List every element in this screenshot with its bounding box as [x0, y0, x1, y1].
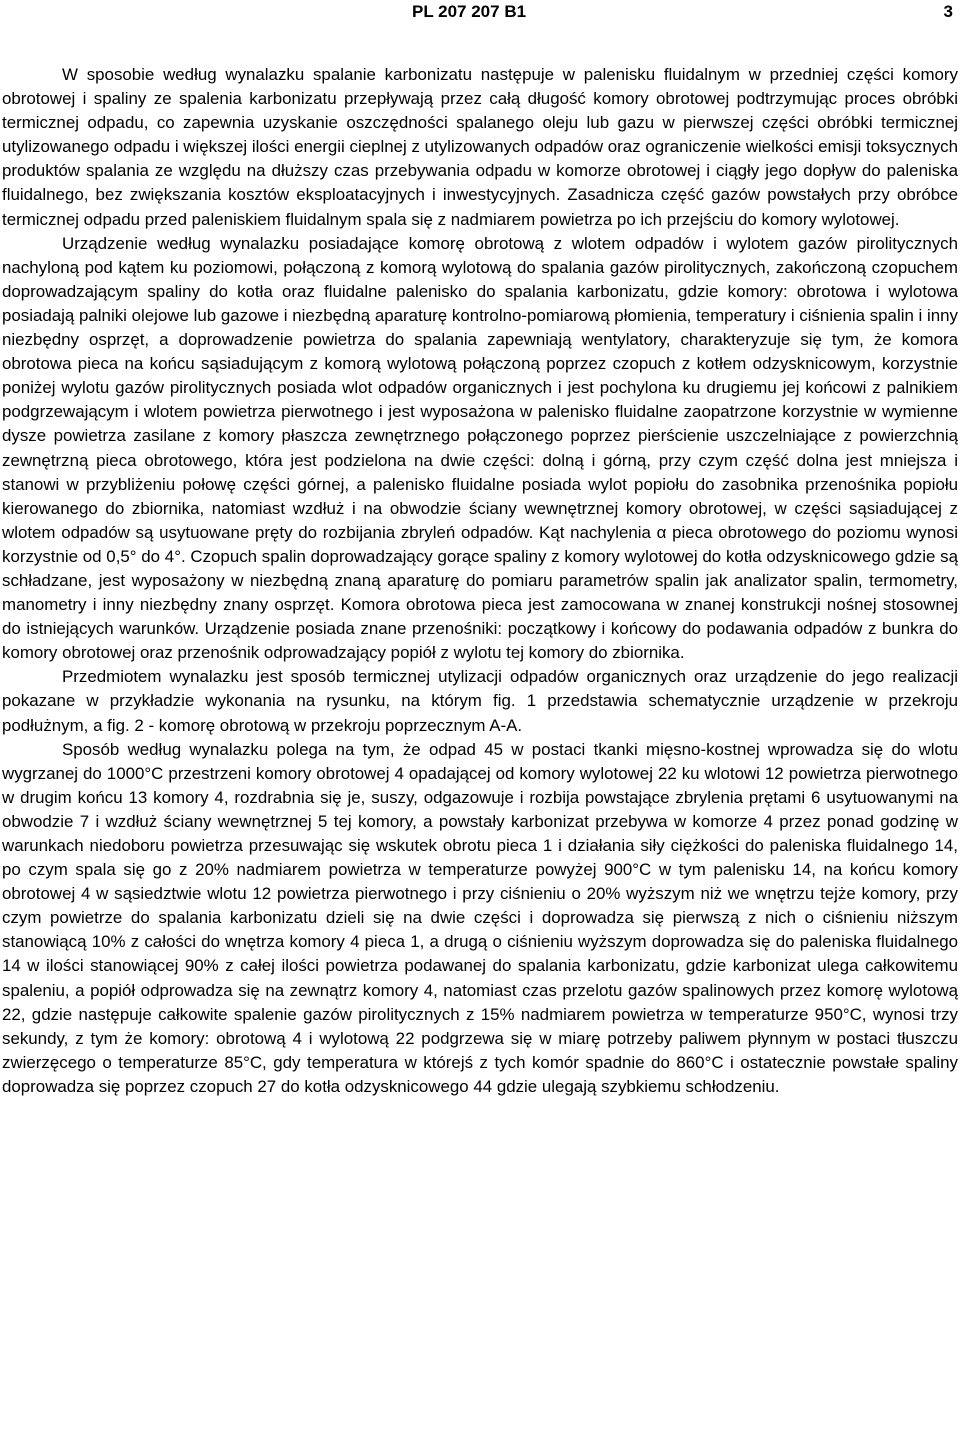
document-body — [2, 63, 958, 1099]
paragraph-3: Przedmiotem wynalazku jest sposób termicznej utylizacji odpadów organicznych oraz urządzenie do jego realizacji pokazane w przykładzie wykonania na rysunku, na którym fig. 1 przedstawia schematycznie urządzenie w przekroju podłużnym, a fig. 2 - komorę obrotową w przekroju poprzecznym A-A. — [2, 667, 958, 735]
page-header — [0, 2, 960, 26]
patent-number: PL 207 207 B1 — [412, 2, 527, 21]
paragraph-4: Sposób według wynalazku polega na tym, że odpad 45 w postaci tkanki mięsno-kostnej wprowadza się do wlotu wygrzanej do 1000°C przestrzeni komory obrotowej 4 opadającej od komory wylotowej 22 ku wlotowi 12 powietrza pierwotnego w drugim końcu 13 komory 4, rozdrabnia się je, suszy, odgazowuje i rozbija powstające zbrylenia prętami 6 usytuowanymi na obwodzie 7 i wzdłuż ściany wewnętrznej 5 tej komory, a powstały karbonizat przebywa w komorze 4 przez ponad godzinę w warunkach niedoboru powietrza przesuwając się wskutek obrotu pieca 1 i działania siły ciężkości do paleniska fluidalnego 14, po czym spala się go z 20% nadmiarem powietrza w temperaturze powyżej 900°C w tym palenisku 14, na końcu komory obrotowej 4 w sąsiedztwie wlotu 12 powietrza pierwotnego i przy ciśnieniu o 20% wyższym niż we wnętrzu tejże komory, przy czym powietrze do spalania karbonizatu dzieli się na dwie części i doprowadza się pierwszą z nich o ciśnieniu niższym stanowiącą 10% z całości do wnętrza komory 4 pieca 1, a drugą o ciśnieniu wyższym doprowadza się do paleniska fluidalnego 14 w ilości stanowiącej 90% z całej ilości powietrza podawanej do spalania karbonizatu, gdzie karbonizat ulega całkowitemu spaleniu, a popiół odprowadza się na zewnątrz komory 4, natomiast czas przelotu gazów spalinowych przez komorę wylotową 22, gdzie następuje całkowite spalenie gazów pirolitycznych z 15% nadmiarem powietrza w temperaturze 950°C, wynosi trzy sekundy, z tym że komory: obrotową 4 i wylotową 22 podgrzewa się w miarę potrzeby paliwem płynnym w postaci tłuszczu zwierzęcego o temperaturze 85°C, gdy temperatura w którejś z tych komór spadnie do 860°C i ostatecznie powstałe spaliny doprowadza się poprzez czopuch 27 do kotła odzysknicowego 44 gdzie ulegają szybkiemu schłodzeniu. — [2, 739, 958, 1096]
paragraph-1: W sposobie według wynalazku spalanie karbonizatu następuje w palenisku fluidalnym w przedniej części komory obrotowej i spaliny ze spalenia karbonizatu przepływają przez całą długość komory obrotowej podtrzymując proces obróbki termicznej odpadu, co zapewnia uzyskanie oszczędności spalanego oleju lub gazu w pierwszej części obróbki termicznej utylizowanego odpadu i większej ilości energii cieplnej z utylizowanych odpadów oraz ograniczenie wielkości emisji toksycznych produktów spalania ze względu na dłuższy czas przebywania odpadu w komorze obrotowej i ciągły jego dopływ do paleniska fluidalnego, bez zwiększania kosztów eksploatacyjnych i inwestycyjnych. Zasadnicza część gazów powstałych przy obróbce termicznej odpadu przed paleniskiem fluidalnym spala się z nadmiarem powietrza po ich przejściu do komory wylotowej. — [2, 65, 958, 229]
page-number: 3 — [943, 2, 953, 21]
paragraph-2: Urządzenie według wynalazku posiadające komorę obrotową z wlotem odpadów i wylotem gazów pirolitycznych nachyloną pod kątem ku poziomowi, połączoną z komorą wylotową do spalania gazów pirolitycznych, zakończoną czopuchem doprowadzającym spaliny do kotła oraz fluidalne palenisko do spalania karbonizatu, gdzie komory: obrotowa i wylotowa posiadają palniki olejowe lub gazowe i niezbędną aparaturę kontrolno-pomiarową płomienia, temperatury i ciśnienia spalin i inny niezbędny osprzęt, a doprowadzenie powietrza do spalania zapewniają wentylatory, charakteryzuje się tym, że komora obrotowa pieca na końcu sąsiadującym z komorą wylotową połączoną poprzez czopuch z kotłem odzysknicowym, korzystnie poniżej wylotu gazów pirolitycznych posiada wlot odpadów organicznych i jest pochylona ku drugiemu jej końcowi z palnikiem podgrzewającym i wlotem powietrza pierwotnego i jest wyposażona w palenisko fluidalne zaopatrzone korzystnie w wymienne dysze powietrza zasilane z komory płaszcza zewnętrznego połączonego poprzez pierścienie uszczelniające z powierzchnią zewnętrzną pieca obrotowego, która jest podzielona na dwie części: dolną i górną, przy czym część dolna jest mniejsza i stanowi w przybliżeniu połowę części górnej, a palenisko fluidalne posiada wylot popiołu do zasobnika przenośnika popiołu kierowanego do zbiornika, natomiast wzdłuż i na obwodzie ściany wewnętrznej komory obrotowej, w części sąsiadującej z wlotem odpadów są usytuowane pręty do rozbijania zbryleń odpadów. Kąt nachylenia α pieca obrotowego do poziomu wynosi korzystnie od 0,5° do 4°. Czopuch spalin doprowadzający gorące spaliny z komory wylotowej do kotła odzysknicowego gdzie są schładzane, jest wyposażony w niezbędną znaną aparaturę do pomiaru parametrów spalin jak analizator spalin, termometry, manometry i inny niezbędny znany osprzęt. Komora obrotowa pieca jest zamocowana w znanej konstrukcji nośnej stosownej do istniejących warunków. Urządzenie posiada znane przenośniki: początkowy i końcowy do podawania odpadów z bunkra do komory obrotowej oraz przenośnik odprowadzający popiół z wylotu tej komory do zbiornika. — [2, 233, 958, 663]
